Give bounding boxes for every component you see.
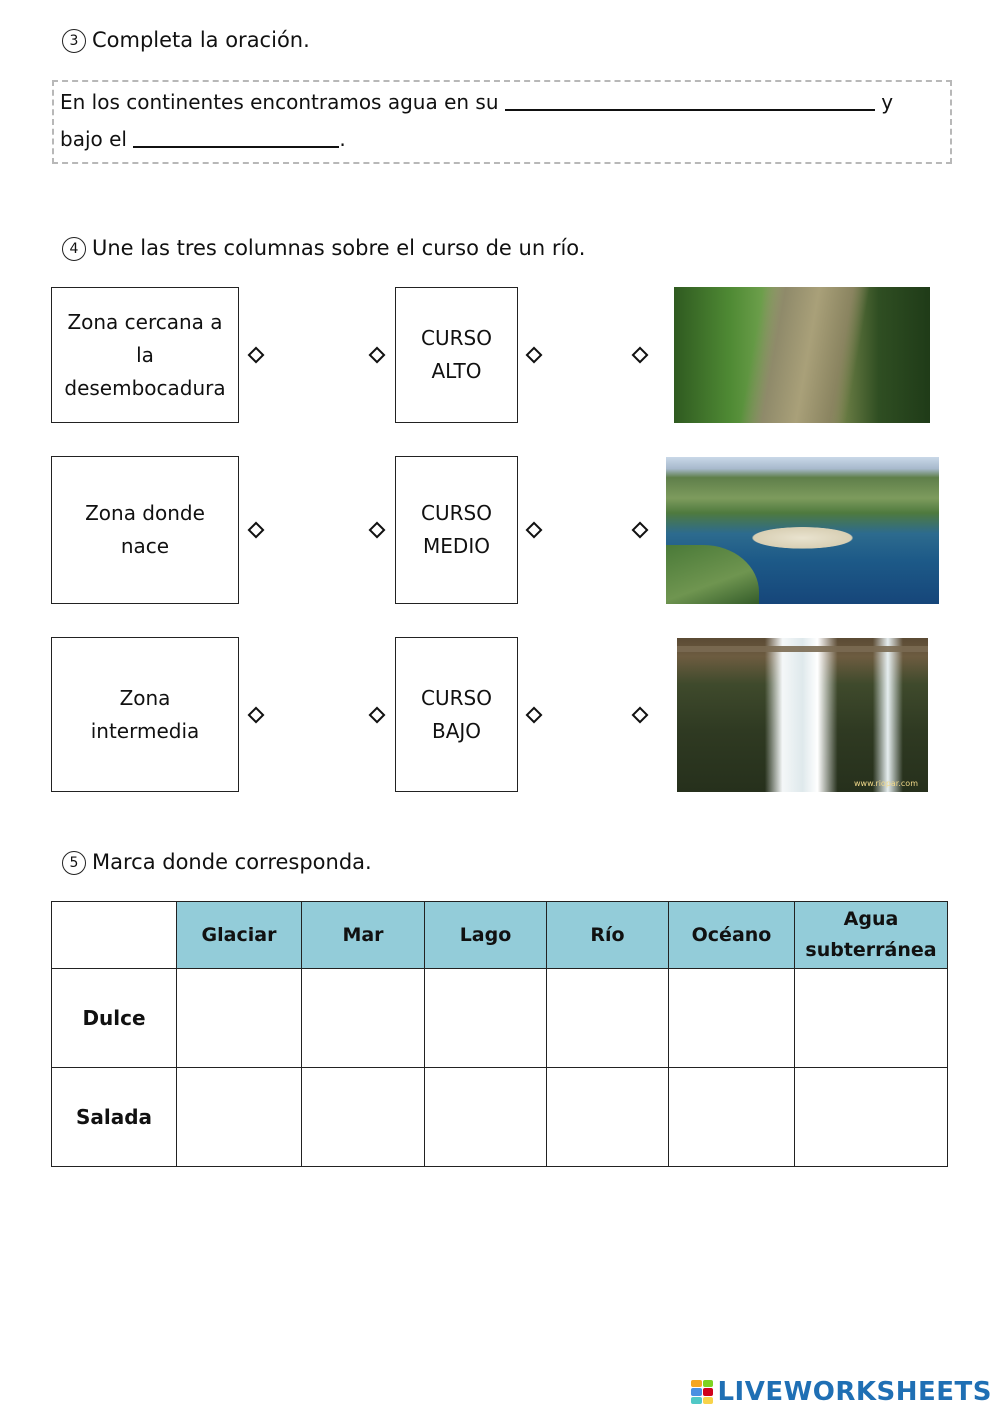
column-header: Río [547, 902, 669, 969]
course-card[interactable]: CURSO MEDIO [395, 456, 518, 604]
sentence-line-1: En los continentes encontramos agua en su y [60, 90, 894, 114]
column-header: Lago [425, 902, 547, 969]
zone-card[interactable]: Zona donde nace [51, 456, 239, 604]
water-type-table [51, 901, 948, 1167]
section-number: 4 [62, 237, 86, 261]
answer-cell[interactable] [795, 1068, 948, 1167]
answer-cell[interactable] [177, 1068, 302, 1167]
section-title: Marca donde corresponda. [92, 850, 372, 874]
column-header: Mar [302, 902, 425, 969]
column-header: Agua subterránea [795, 902, 948, 969]
waterfall-photo[interactable] [677, 638, 928, 792]
answer-blank-1[interactable] [505, 91, 875, 111]
river-photo[interactable] [674, 287, 930, 423]
answer-cell[interactable] [302, 969, 425, 1068]
section-number: 5 [62, 851, 86, 875]
connector-dot[interactable] [248, 522, 265, 539]
answer-cell[interactable] [547, 969, 669, 1068]
table-corner-cell [52, 902, 177, 969]
answer-cell[interactable] [795, 969, 948, 1068]
row-header: Salada [52, 1068, 177, 1167]
connector-dot[interactable] [526, 707, 543, 724]
logo-text: LIVEWORKSHEETS [717, 1377, 992, 1407]
coastal-estuary-photo[interactable] [666, 457, 939, 604]
answer-cell[interactable] [547, 1068, 669, 1167]
column-header: Océano [669, 902, 795, 969]
row-header: Dulce [52, 969, 177, 1068]
connector-dot[interactable] [248, 707, 265, 724]
connector-dot[interactable] [248, 347, 265, 364]
zone-card[interactable]: Zona intermedia [51, 637, 239, 792]
photo-credit: www.riopar.com [853, 779, 918, 788]
sentence-line-2: bajo el . [60, 127, 346, 151]
course-card[interactable]: CURSO BAJO [395, 637, 518, 792]
connector-dot[interactable] [632, 707, 649, 724]
table-header-row [52, 902, 948, 969]
section-title: Completa la oración. [92, 28, 310, 52]
table-row [52, 969, 948, 1068]
section-3-heading [62, 28, 310, 53]
column-header: Glaciar [177, 902, 302, 969]
liveworksheets-logo [691, 1377, 992, 1407]
connector-dot[interactable] [632, 522, 649, 539]
answer-cell[interactable] [425, 969, 547, 1068]
answer-cell[interactable] [669, 1068, 795, 1167]
table-row [52, 1068, 948, 1167]
section-5-heading [62, 850, 372, 875]
section-4-heading [62, 236, 585, 261]
connector-dot[interactable] [526, 522, 543, 539]
course-card[interactable]: CURSO ALTO [395, 287, 518, 423]
answer-cell[interactable] [177, 969, 302, 1068]
logo-icon [691, 1380, 713, 1404]
connector-dot[interactable] [369, 347, 386, 364]
answer-cell[interactable] [425, 1068, 547, 1167]
connector-dot[interactable] [526, 347, 543, 364]
zone-card[interactable]: Zona cercana a la desembocadura [51, 287, 239, 423]
answer-blank-2[interactable] [133, 128, 339, 148]
connector-dot[interactable] [369, 522, 386, 539]
connector-dot[interactable] [632, 347, 649, 364]
section-title: Une las tres columnas sobre el curso de un río. [92, 236, 586, 260]
connector-dot[interactable] [369, 707, 386, 724]
answer-cell[interactable] [302, 1068, 425, 1167]
section-number: 3 [62, 29, 86, 53]
answer-cell[interactable] [669, 969, 795, 1068]
